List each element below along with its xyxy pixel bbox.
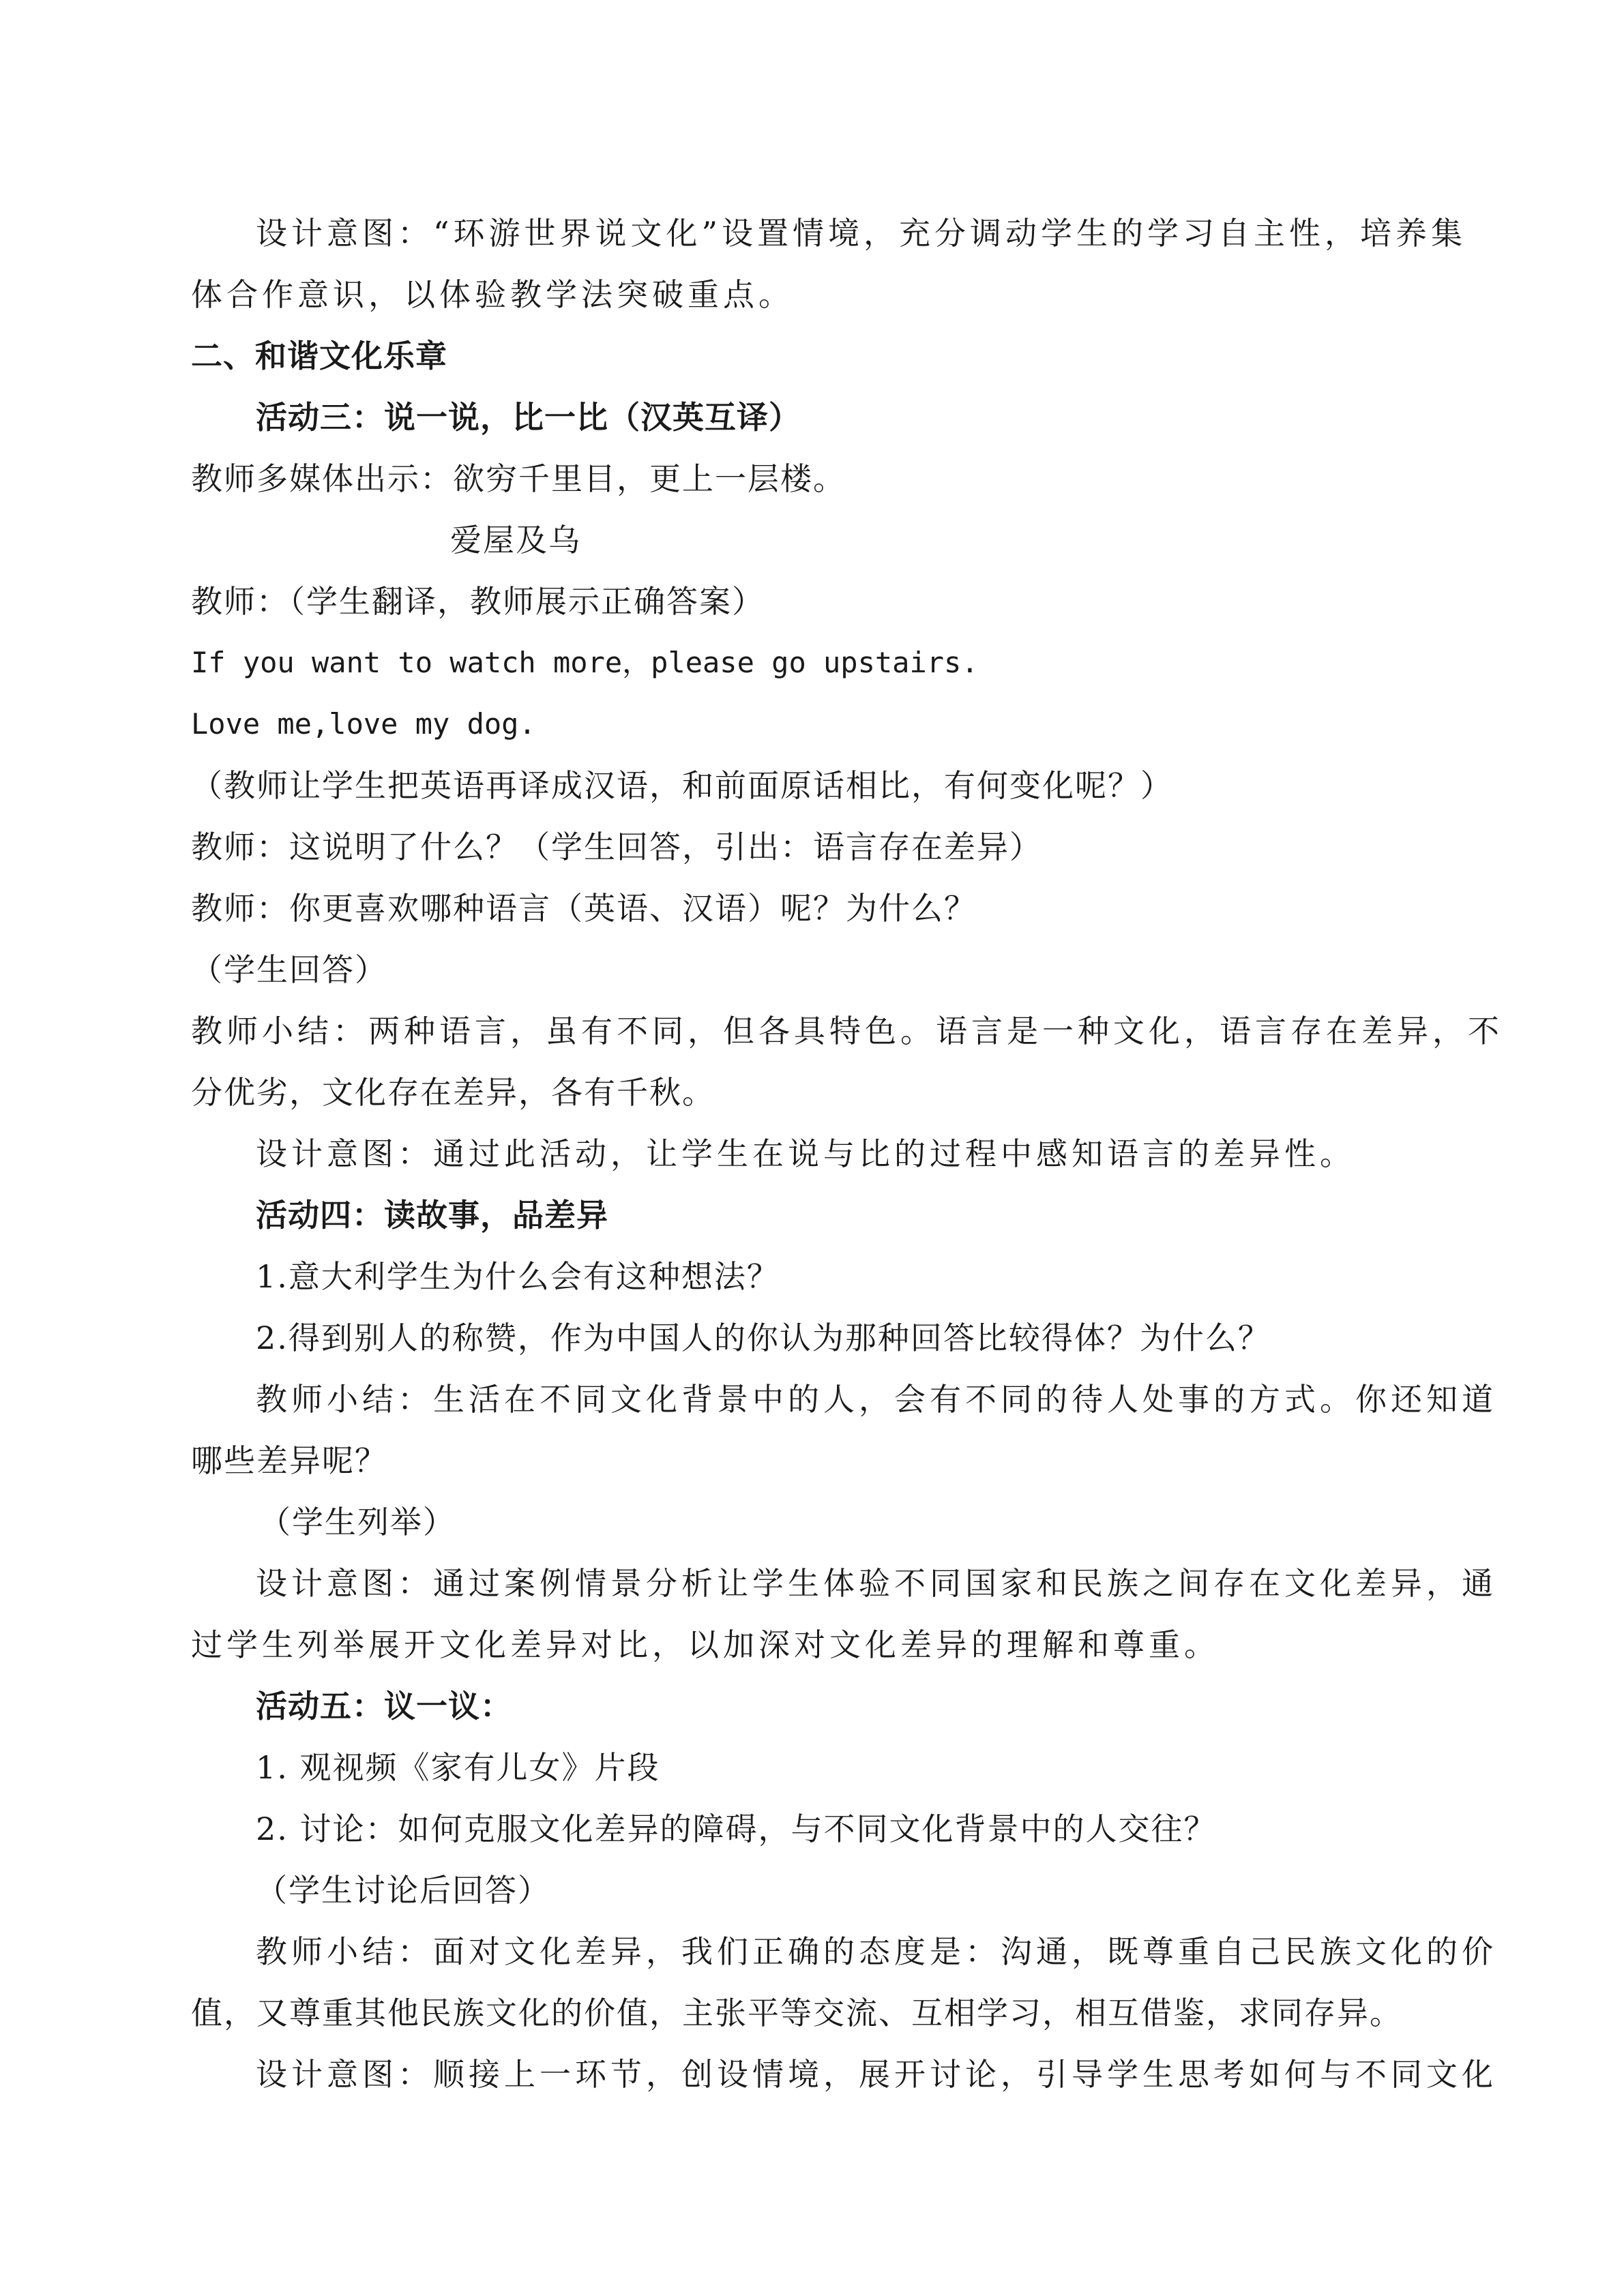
teacher-translate-line: 教师：（学生翻译，教师展示正确答案）	[191, 583, 765, 620]
teacher-multimedia-line: 教师多媒体出示：欲穷千里目，更上一层楼。	[191, 460, 846, 497]
section-heading-harmonious-culture: 二、和谐文化乐章	[191, 338, 447, 374]
teacher-summary-3-line-2: 值，又尊重其他民族文化的价值，主张平等交流、互相学习，相互借鉴，求同存异。	[191, 1995, 1402, 2031]
design-intent-paragraph-4: 设计意图：顺接上一环节，创设情境，展开讨论，引导学生思考如何与不同文化	[256, 2056, 1497, 2093]
activity-four-question-2: 2.得到别人的称赞，作为中国人的你认为那种回答比较得体？为什么？	[256, 1320, 1271, 1356]
activity-five-item-1: 1. 观视频《家有儿女》片段	[256, 1749, 660, 1786]
teacher-summary-1-line-2: 分优劣，文化存在差异，各有千秋。	[191, 1074, 715, 1111]
design-intent-paragraph-1-line-2: 体合作意识，以体验教学法突破重点。	[191, 276, 794, 313]
activity-four-question-1: 1.意大利学生为什么会有这种想法？	[256, 1258, 780, 1295]
activity-four-heading: 活动四：读故事，品差异	[256, 1197, 608, 1234]
teacher-summary-2-line-2: 哪些差异呢？	[191, 1442, 387, 1479]
student-answer-line: （学生回答）	[191, 951, 387, 988]
teacher-question-line-2: 教师：你更喜欢哪种语言（英语、汉语）呢？为什么？	[191, 890, 977, 927]
student-list-line: （学生列举）	[259, 1504, 456, 1540]
english-translation-1: If you want to watch more，please go upstairs.	[191, 646, 979, 679]
english-translation-2: Love me,love my dog.	[191, 707, 536, 741]
activity-five-heading: 活动五：议一议：	[256, 1688, 512, 1725]
idiom-line: 爱屋及乌	[450, 522, 581, 558]
activity-five-item-2: 2. 讨论：如何克服文化差异的障碍，与不同文化背景中的人交往？	[256, 1810, 1217, 1847]
teacher-instruction-line: （教师让学生把英语再译成汉语，和前面原话相比，有何变化呢？）	[191, 767, 1173, 804]
teacher-summary-1-line-1: 教师小结：两种语言，虽有不同，但各具特色。语言是一种文化，语言存在差异，不	[191, 1013, 1503, 1049]
activity-three-heading: 活动三：说一说，比一比（汉英互译）	[256, 399, 801, 436]
student-discussion-line: （学生讨论后回答）	[256, 1872, 550, 1909]
design-intent-paragraph-3-line-2: 过学生列举展开文化差异对比，以加深对文化差异的理解和尊重。	[191, 1626, 1220, 1663]
teacher-summary-3-line-1: 教师小结：面对文化差异，我们正确的态度是：沟通，既尊重自己民族文化的价	[256, 1933, 1497, 1970]
design-intent-paragraph-3-line-1: 设计意图：通过案例情景分析让学生体验不同国家和民族之间存在文化差异，通	[256, 1565, 1497, 1602]
design-intent-paragraph-1-line-1: 设计意图：“环游世界说文化”设置情境，充分调动学生的学习自主性，培养集	[256, 215, 1467, 252]
teacher-question-line-1: 教师：这说明了什么？（学生回答，引出：语言存在差异）	[191, 829, 1042, 865]
teacher-summary-2-line-1: 教师小结：生活在不同文化背景中的人，会有不同的待人处事的方式。你还知道	[256, 1381, 1497, 1418]
design-intent-paragraph-2: 设计意图：通过此活动，让学生在说与比的过程中感知语言的差异性。	[256, 1135, 1355, 1172]
